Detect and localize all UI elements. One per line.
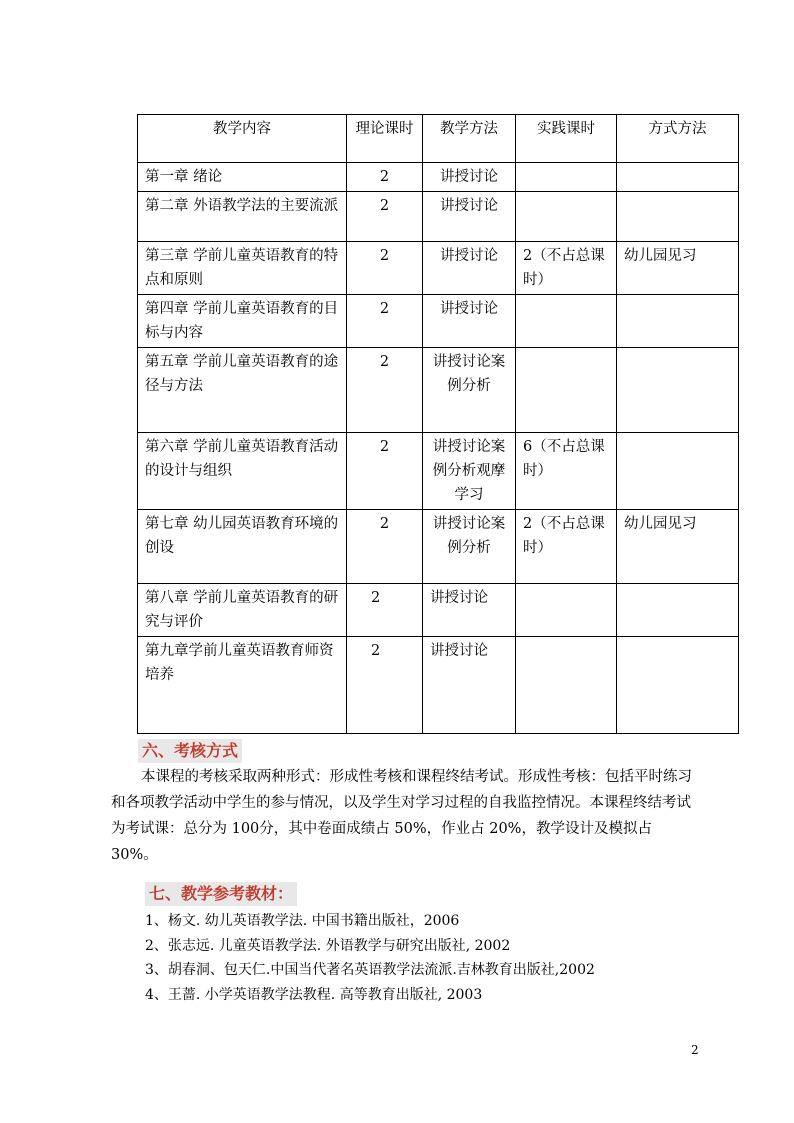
list-item: 3、胡春洞、包天仁.中国当代著名英语教学法流派.吉林教育出版社,2002	[145, 962, 595, 978]
cell-method: 讲授讨论	[423, 192, 516, 242]
cell-hours: 2	[347, 348, 423, 433]
header-hours: 理论课时	[347, 115, 423, 163]
header-practice: 实践课时	[516, 115, 617, 163]
list-item: 1、杨文. 幼儿英语教学法. 中国书籍出版社，2006	[145, 913, 460, 929]
cell-method: 讲授讨论	[423, 242, 516, 295]
cell-method: 讲授讨论	[423, 637, 516, 734]
header-content: 教学内容	[138, 115, 347, 163]
cell-content: 第五章 学前儿童英语教育的途径与方法	[138, 348, 347, 433]
cell-hours: 2	[347, 163, 423, 192]
cell-mode	[617, 192, 739, 242]
header-method: 教学方法	[423, 115, 516, 163]
cell-practice	[516, 295, 617, 348]
cell-content: 第八章 学前儿童英语教育的研究与评价	[138, 584, 347, 637]
cell-hours: 2	[347, 242, 423, 295]
cell-practice: 2（不占总课时）	[516, 510, 617, 584]
cell-mode: 幼儿园见习	[617, 242, 739, 295]
table-row	[138, 637, 739, 734]
cell-content: 第九章学前儿童英语教育师资培养	[138, 637, 347, 734]
section-title-assessment: 六、考核方式	[138, 739, 242, 763]
cell-method: 讲授讨论案例分析	[423, 348, 516, 433]
section-title-references: 七、教学参考教材：	[145, 882, 297, 906]
cell-mode	[617, 433, 739, 510]
cell-practice: 6（不占总课时）	[516, 433, 617, 510]
cell-method: 讲授讨论案例分析	[423, 510, 516, 584]
cell-hours: 2	[347, 584, 423, 637]
cell-content: 第三章 学前儿童英语教育的特点和原则	[138, 242, 347, 295]
cell-hours: 2	[347, 192, 423, 242]
cell-practice: 2（不占总课时）	[516, 242, 617, 295]
cell-hours: 2	[347, 433, 423, 510]
table-header-row	[138, 115, 739, 163]
cell-method: 讲授讨论	[423, 584, 516, 637]
list-item: 2、张志远. 儿童英语教学法. 外语教学与研究出版社, 2002	[145, 937, 511, 954]
cell-mode	[617, 637, 739, 734]
cell-content: 第一章 绪论	[138, 163, 347, 192]
cell-mode: 幼儿园见习	[617, 510, 739, 584]
page-number: 2	[691, 1043, 699, 1057]
cell-practice	[516, 637, 617, 734]
table-row	[138, 192, 739, 242]
cell-content: 第四章 学前儿童英语教育的目标与内容	[138, 295, 347, 348]
cell-hours: 2	[347, 295, 423, 348]
reference-list	[145, 909, 595, 1007]
cell-content: 第二章 外语教学法的主要流派	[138, 192, 347, 242]
schedule-table	[137, 114, 739, 734]
cell-content: 第六章 学前儿童英语教育活动的设计与组织	[138, 433, 347, 510]
cell-method: 讲授讨论	[423, 295, 516, 348]
cell-method: 讲授讨论	[423, 163, 516, 192]
table-row	[138, 584, 739, 637]
cell-mode	[617, 348, 739, 433]
assessment-paragraph: 本课程的考核采取两种形式：形成性考核和课程终结考试。形成性考核：包括平时练习和各项教学活动中学生的参与情况，以及学生对学习过程的自我监控情况。本课程终结考试为考试课：总分为 100分，其中卷面成绩占 50%，作业占 20%，教学设计及模拟占 30%。	[111, 769, 692, 863]
table-row	[138, 433, 739, 510]
cell-content: 第七章 幼儿园英语教育环境的创设	[138, 510, 347, 584]
table-row	[138, 163, 739, 192]
cell-practice	[516, 348, 617, 433]
cell-hours: 2	[347, 510, 423, 584]
table-row	[138, 510, 739, 584]
cell-method: 讲授讨论案例分析观摩学习	[423, 433, 516, 510]
cell-practice	[516, 163, 617, 192]
cell-practice	[516, 584, 617, 637]
table-row	[138, 242, 739, 295]
table-row	[138, 295, 739, 348]
cell-mode	[617, 295, 739, 348]
cell-practice	[516, 192, 617, 242]
table-row	[138, 348, 739, 433]
cell-mode	[617, 163, 739, 192]
cell-hours: 2	[347, 637, 423, 734]
cell-mode	[617, 584, 739, 637]
list-item: 4、王蔷. 小学英语教学法教程. 高等教育出版社, 2003	[145, 986, 483, 1003]
header-mode: 方式方法	[617, 115, 739, 163]
